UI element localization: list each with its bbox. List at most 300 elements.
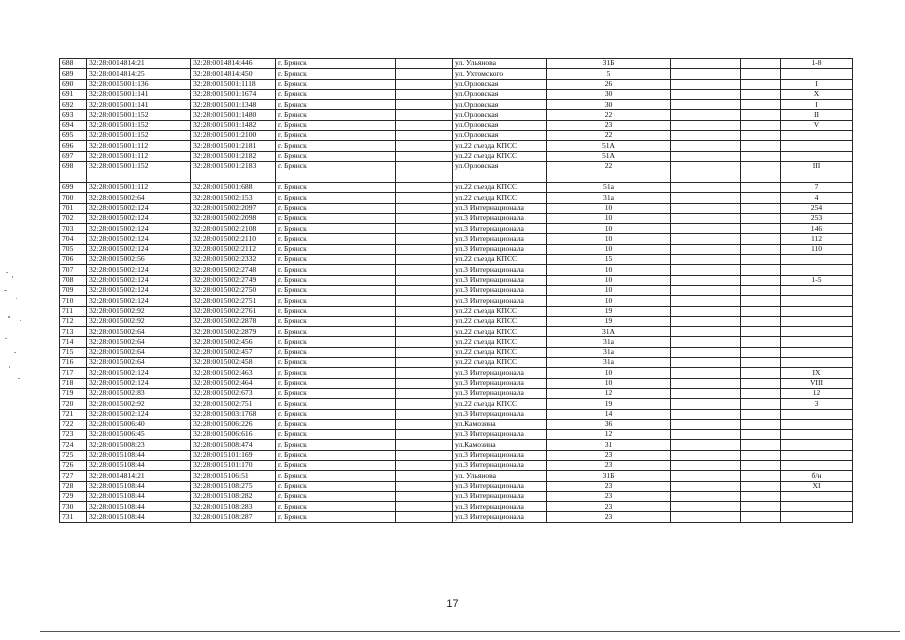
parcel-cadastral-number-cell: 32:28:0015002:124: [87, 265, 191, 275]
street-cell: ул.Орловская: [453, 110, 547, 120]
street-cell: ул.22 съезда КПСС: [453, 358, 547, 368]
city-cell: г. Брянск: [276, 388, 396, 398]
table-row: [60, 141, 853, 151]
city-cell: г. Брянск: [276, 368, 396, 378]
parcel-cadastral-number-cell: 32:28:0015001:112: [87, 151, 191, 161]
blank-b-cell: [671, 419, 741, 429]
blank-b-cell: [671, 450, 741, 460]
row-number-cell: 710: [60, 296, 87, 306]
blank-a-cell: [396, 79, 453, 89]
blank-c-cell: [741, 203, 781, 213]
blank-c-cell: [741, 491, 781, 501]
table-row: [60, 316, 853, 326]
premises-number-cell: VIII: [781, 378, 853, 388]
object-cadastral-number-cell: 32:28:0015002:153: [191, 193, 276, 203]
object-cadastral-number-cell: 32:28:0015002:2751: [191, 296, 276, 306]
object-cadastral-number-cell: 32:28:0015002:2108: [191, 224, 276, 234]
street-cell: ул.3 Интернационала: [453, 460, 547, 470]
street-cell: ул.3 Интернационала: [453, 512, 547, 522]
blank-b-cell: [671, 471, 741, 481]
blank-a-cell: [396, 244, 453, 254]
object-cadastral-number-cell: 32:28:0015002:2879: [191, 327, 276, 337]
street-cell: ул.22 съезда КПСС: [453, 193, 547, 203]
premises-number-cell: X: [781, 89, 853, 99]
blank-b-cell: [671, 151, 741, 161]
blank-a-cell: [396, 213, 453, 223]
blank-c-cell: [741, 89, 781, 99]
blank-c-cell: [741, 347, 781, 357]
blank-c-cell: [741, 182, 781, 192]
blank-a-cell: [396, 368, 453, 378]
parcel-cadastral-number-cell: 32:28:0015006:45: [87, 430, 191, 440]
house-number-cell: 22: [547, 161, 671, 182]
blank-a-cell: [396, 337, 453, 347]
row-number-cell: 701: [60, 203, 87, 213]
parcel-cadastral-number-cell: 32:28:0015108:44: [87, 512, 191, 522]
blank-c-cell: [741, 512, 781, 522]
street-cell: ул.3 Интернационала: [453, 450, 547, 460]
house-number-cell: 36: [547, 419, 671, 429]
table-row: [60, 368, 853, 378]
parcel-cadastral-number-cell: 32:28:0015002:124: [87, 244, 191, 254]
object-cadastral-number-cell: 32:28:0015002:463: [191, 368, 276, 378]
street-cell: ул.22 съезда КПСС: [453, 399, 547, 409]
blank-c-cell: [741, 59, 781, 69]
street-cell: ул.Орловская: [453, 161, 547, 182]
blank-a-cell: [396, 460, 453, 470]
blank-b-cell: [671, 306, 741, 316]
blank-b-cell: [671, 203, 741, 213]
blank-a-cell: [396, 306, 453, 316]
city-cell: г. Брянск: [276, 409, 396, 419]
table-row: [60, 430, 853, 440]
street-cell: ул.3 Интернационала: [453, 368, 547, 378]
blank-a-cell: [396, 502, 453, 512]
house-number-cell: 10: [547, 275, 671, 285]
parcel-cadastral-number-cell: 32:28:0015108:44: [87, 460, 191, 470]
blank-b-cell: [671, 337, 741, 347]
table-row: [60, 450, 853, 460]
house-number-cell: 31а: [547, 337, 671, 347]
blank-b-cell: [671, 110, 741, 120]
premises-number-cell: б/н: [781, 471, 853, 481]
object-cadastral-number-cell: 32:28:0015002:464: [191, 378, 276, 388]
street-cell: ул.Орловская: [453, 100, 547, 110]
object-cadastral-number-cell: 32:28:0015002:751: [191, 399, 276, 409]
blank-b-cell: [671, 347, 741, 357]
blank-b-cell: [671, 491, 741, 501]
blank-a-cell: [396, 512, 453, 522]
blank-c-cell: [741, 161, 781, 182]
blank-c-cell: [741, 100, 781, 110]
row-number-cell: 706: [60, 255, 87, 265]
premises-number-cell: [781, 440, 853, 450]
premises-number-cell: IX: [781, 368, 853, 378]
row-number-cell: 694: [60, 120, 87, 130]
row-number-cell: 699: [60, 182, 87, 192]
object-cadastral-number-cell: 32:28:0015108:275: [191, 481, 276, 491]
object-cadastral-number-cell: 32:28:0015002:2878: [191, 316, 276, 326]
table-row: [60, 89, 853, 99]
blank-a-cell: [396, 316, 453, 326]
object-cadastral-number-cell: 32:28:0015108:282: [191, 491, 276, 501]
blank-c-cell: [741, 193, 781, 203]
object-cadastral-number-cell: 32:28:0014814:450: [191, 69, 276, 79]
city-cell: г. Брянск: [276, 89, 396, 99]
blank-c-cell: [741, 378, 781, 388]
blank-b-cell: [671, 100, 741, 110]
premises-number-cell: [781, 327, 853, 337]
table-row: [60, 213, 853, 223]
parcel-cadastral-number-cell: 32:28:0015002:56: [87, 255, 191, 265]
city-cell: г. Брянск: [276, 59, 396, 69]
row-number-cell: 693: [60, 110, 87, 120]
street-cell: ул. Ульянова: [453, 471, 547, 481]
row-number-cell: 722: [60, 419, 87, 429]
premises-number-cell: [781, 450, 853, 460]
blank-c-cell: [741, 358, 781, 368]
row-number-cell: 702: [60, 213, 87, 223]
blank-b-cell: [671, 512, 741, 522]
city-cell: г. Брянск: [276, 316, 396, 326]
house-number-cell: 31а: [547, 193, 671, 203]
blank-b-cell: [671, 368, 741, 378]
city-cell: г. Брянск: [276, 337, 396, 347]
premises-number-cell: [781, 151, 853, 161]
city-cell: г. Брянск: [276, 141, 396, 151]
table-row: [60, 378, 853, 388]
row-number-cell: 726: [60, 460, 87, 470]
object-cadastral-number-cell: 32:28:0015108:283: [191, 502, 276, 512]
table-row: [60, 296, 853, 306]
street-cell: ул.3 Интернационала: [453, 378, 547, 388]
table-row: [60, 110, 853, 120]
row-number-cell: 688: [60, 59, 87, 69]
blank-b-cell: [671, 358, 741, 368]
house-number-cell: 30: [547, 100, 671, 110]
blank-a-cell: [396, 161, 453, 182]
blank-b-cell: [671, 182, 741, 192]
blank-a-cell: [396, 182, 453, 192]
table-row: [60, 512, 853, 522]
blank-b-cell: [671, 316, 741, 326]
blank-c-cell: [741, 244, 781, 254]
blank-c-cell: [741, 327, 781, 337]
blank-a-cell: [396, 440, 453, 450]
premises-number-cell: [781, 430, 853, 440]
blank-b-cell: [671, 296, 741, 306]
parcel-cadastral-number-cell: 32:28:0015002:124: [87, 409, 191, 419]
object-cadastral-number-cell: 32:28:0015106:51: [191, 471, 276, 481]
object-cadastral-number-cell: 32:28:0014814:446: [191, 59, 276, 69]
premises-number-cell: 3: [781, 399, 853, 409]
city-cell: г. Брянск: [276, 285, 396, 295]
table-row: [60, 275, 853, 285]
blank-a-cell: [396, 193, 453, 203]
row-number-cell: 696: [60, 141, 87, 151]
premises-number-cell: [781, 69, 853, 79]
object-cadastral-number-cell: 32:28:0015002:673: [191, 388, 276, 398]
street-cell: ул.22 съезда КПСС: [453, 316, 547, 326]
blank-a-cell: [396, 296, 453, 306]
object-cadastral-number-cell: 32:28:0015006:226: [191, 419, 276, 429]
blank-a-cell: [396, 141, 453, 151]
city-cell: г. Брянск: [276, 512, 396, 522]
blank-a-cell: [396, 327, 453, 337]
street-cell: ул.3 Интернационала: [453, 409, 547, 419]
blank-b-cell: [671, 399, 741, 409]
premises-number-cell: 1-5: [781, 275, 853, 285]
row-number-cell: 721: [60, 409, 87, 419]
blank-a-cell: [396, 491, 453, 501]
blank-c-cell: [741, 275, 781, 285]
blank-a-cell: [396, 69, 453, 79]
city-cell: г. Брянск: [276, 110, 396, 120]
parcel-cadastral-number-cell: 32:28:0015001:112: [87, 141, 191, 151]
house-number-cell: 19: [547, 316, 671, 326]
blank-c-cell: [741, 234, 781, 244]
row-number-cell: 715: [60, 347, 87, 357]
row-number-cell: 725: [60, 450, 87, 460]
object-cadastral-number-cell: 32:28:0015002:2761: [191, 306, 276, 316]
premises-number-cell: 1-8: [781, 59, 853, 69]
table-row: [60, 481, 853, 491]
city-cell: г. Брянск: [276, 399, 396, 409]
object-cadastral-number-cell: 32:28:0015002:2332: [191, 255, 276, 265]
blank-a-cell: [396, 388, 453, 398]
parcel-cadastral-number-cell: 32:28:0015002:124: [87, 203, 191, 213]
house-number-cell: 10: [547, 244, 671, 254]
table-row: [60, 193, 853, 203]
blank-a-cell: [396, 399, 453, 409]
house-number-cell: 10: [547, 296, 671, 306]
parcel-cadastral-number-cell: 32:28:0015002:124: [87, 296, 191, 306]
premises-number-cell: 254: [781, 203, 853, 213]
row-number-cell: 692: [60, 100, 87, 110]
city-cell: г. Брянск: [276, 502, 396, 512]
city-cell: г. Брянск: [276, 296, 396, 306]
scan-noise-marks: [2, 268, 32, 388]
city-cell: г. Брянск: [276, 275, 396, 285]
city-cell: г. Брянск: [276, 161, 396, 182]
row-number-cell: 728: [60, 481, 87, 491]
table-row: [60, 79, 853, 89]
registry-rows: [60, 59, 853, 523]
blank-c-cell: [741, 337, 781, 347]
blank-c-cell: [741, 110, 781, 120]
premises-number-cell: [781, 512, 853, 522]
city-cell: г. Брянск: [276, 244, 396, 254]
street-cell: ул.3 Интернационала: [453, 430, 547, 440]
object-cadastral-number-cell: 32:28:0015002:2097: [191, 203, 276, 213]
city-cell: г. Брянск: [276, 460, 396, 470]
table-row: [60, 265, 853, 275]
blank-c-cell: [741, 481, 781, 491]
blank-c-cell: [741, 255, 781, 265]
house-number-cell: 23: [547, 502, 671, 512]
city-cell: г. Брянск: [276, 224, 396, 234]
row-number-cell: 729: [60, 491, 87, 501]
street-cell: ул.3 Интернационала: [453, 234, 547, 244]
parcel-cadastral-number-cell: 32:28:0015002:124: [87, 285, 191, 295]
blank-b-cell: [671, 224, 741, 234]
row-number-cell: 720: [60, 399, 87, 409]
street-cell: ул.3 Интернационала: [453, 224, 547, 234]
street-cell: ул.22 съезда КПСС: [453, 151, 547, 161]
blank-a-cell: [396, 275, 453, 285]
row-number-cell: 698: [60, 161, 87, 182]
house-number-cell: 31Б: [547, 471, 671, 481]
blank-c-cell: [741, 316, 781, 326]
object-cadastral-number-cell: 32:28:0015108:287: [191, 512, 276, 522]
blank-b-cell: [671, 193, 741, 203]
blank-b-cell: [671, 327, 741, 337]
premises-number-cell: [781, 131, 853, 141]
blank-c-cell: [741, 285, 781, 295]
premises-number-cell: 112: [781, 234, 853, 244]
parcel-cadastral-number-cell: 32:28:0015002:124: [87, 368, 191, 378]
house-number-cell: 22: [547, 131, 671, 141]
object-cadastral-number-cell: 32:28:0015002:457: [191, 347, 276, 357]
house-number-cell: 51А: [547, 141, 671, 151]
parcel-cadastral-number-cell: 32:28:0015002:64: [87, 358, 191, 368]
premises-number-cell: III: [781, 161, 853, 182]
premises-number-cell: 253: [781, 213, 853, 223]
parcel-cadastral-number-cell: 32:28:0015001:152: [87, 131, 191, 141]
street-cell: ул. Ухтомского: [453, 69, 547, 79]
parcel-cadastral-number-cell: 32:28:0015006:40: [87, 419, 191, 429]
house-number-cell: 10: [547, 265, 671, 275]
blank-b-cell: [671, 131, 741, 141]
blank-a-cell: [396, 471, 453, 481]
row-number-cell: 718: [60, 378, 87, 388]
table-row: [60, 203, 853, 213]
street-cell: ул.3 Интернационала: [453, 502, 547, 512]
blank-a-cell: [396, 285, 453, 295]
city-cell: г. Брянск: [276, 203, 396, 213]
table-row: [60, 358, 853, 368]
row-number-cell: 709: [60, 285, 87, 295]
row-number-cell: 708: [60, 275, 87, 285]
parcel-cadastral-number-cell: 32:28:0015108:44: [87, 502, 191, 512]
blank-b-cell: [671, 79, 741, 89]
street-cell: ул.22 съезда КПСС: [453, 337, 547, 347]
premises-number-cell: [781, 409, 853, 419]
blank-b-cell: [671, 141, 741, 151]
parcel-cadastral-number-cell: 32:28:0014814:25: [87, 69, 191, 79]
premises-number-cell: [781, 358, 853, 368]
table-row: [60, 409, 853, 419]
blank-b-cell: [671, 234, 741, 244]
object-cadastral-number-cell: 32:28:0015002:2110: [191, 234, 276, 244]
premises-number-cell: [781, 255, 853, 265]
page-number: 17: [446, 598, 459, 610]
premises-number-cell: 4: [781, 193, 853, 203]
house-number-cell: 10: [547, 285, 671, 295]
object-cadastral-number-cell: 32:28:0015001:688: [191, 182, 276, 192]
table-row: [60, 460, 853, 470]
parcel-cadastral-number-cell: 32:28:0014814:21: [87, 471, 191, 481]
parcel-cadastral-number-cell: 32:28:0015108:44: [87, 450, 191, 460]
house-number-cell: 26: [547, 79, 671, 89]
street-cell: ул.22 съезда КПСС: [453, 141, 547, 151]
street-cell: ул.3 Интернационала: [453, 213, 547, 223]
blank-c-cell: [741, 151, 781, 161]
row-number-cell: 724: [60, 440, 87, 450]
blank-c-cell: [741, 502, 781, 512]
blank-a-cell: [396, 110, 453, 120]
house-number-cell: 10: [547, 224, 671, 234]
blank-b-cell: [671, 502, 741, 512]
blank-c-cell: [741, 224, 781, 234]
premises-number-cell: [781, 316, 853, 326]
house-number-cell: 12: [547, 430, 671, 440]
table-row: [60, 419, 853, 429]
blank-c-cell: [741, 131, 781, 141]
street-cell: ул.Орловская: [453, 89, 547, 99]
parcel-cadastral-number-cell: 32:28:0015001:152: [87, 161, 191, 182]
premises-number-cell: [781, 265, 853, 275]
blank-b-cell: [671, 388, 741, 398]
parcel-cadastral-number-cell: 32:28:0015001:152: [87, 110, 191, 120]
city-cell: г. Брянск: [276, 151, 396, 161]
blank-a-cell: [396, 378, 453, 388]
object-cadastral-number-cell: 32:28:0015002:2112: [191, 244, 276, 254]
premises-number-cell: [781, 491, 853, 501]
table-row: [60, 244, 853, 254]
blank-b-cell: [671, 440, 741, 450]
city-cell: г. Брянск: [276, 213, 396, 223]
row-number-cell: 707: [60, 265, 87, 275]
row-number-cell: 717: [60, 368, 87, 378]
blank-c-cell: [741, 265, 781, 275]
house-number-cell: 19: [547, 306, 671, 316]
parcel-cadastral-number-cell: 32:28:0015001:141: [87, 89, 191, 99]
blank-c-cell: [741, 409, 781, 419]
parcel-cadastral-number-cell: 32:28:0014814:21: [87, 59, 191, 69]
row-number-cell: 713: [60, 327, 87, 337]
object-cadastral-number-cell: 32:28:0015001:1118: [191, 79, 276, 89]
premises-number-cell: [781, 296, 853, 306]
street-cell: ул.3 Интернационала: [453, 481, 547, 491]
blank-b-cell: [671, 255, 741, 265]
object-cadastral-number-cell: 32:28:0015001:2181: [191, 141, 276, 151]
object-cadastral-number-cell: 32:28:0015002:2749: [191, 275, 276, 285]
house-number-cell: 31А: [547, 327, 671, 337]
premises-number-cell: [781, 502, 853, 512]
object-cadastral-number-cell: 32:28:0015001:2100: [191, 131, 276, 141]
parcel-cadastral-number-cell: 32:28:0015002:124: [87, 213, 191, 223]
premises-number-cell: [781, 306, 853, 316]
row-number-cell: 691: [60, 89, 87, 99]
blank-a-cell: [396, 224, 453, 234]
premises-number-cell: [781, 337, 853, 347]
blank-b-cell: [671, 213, 741, 223]
house-number-cell: 31Б: [547, 59, 671, 69]
premises-number-cell: [781, 419, 853, 429]
row-number-cell: 714: [60, 337, 87, 347]
blank-b-cell: [671, 275, 741, 285]
blank-c-cell: [741, 399, 781, 409]
object-cadastral-number-cell: 32:28:0015002:2750: [191, 285, 276, 295]
street-cell: ул.3 Интернационала: [453, 296, 547, 306]
table-row: [60, 347, 853, 357]
premises-number-cell: [781, 347, 853, 357]
row-number-cell: 731: [60, 512, 87, 522]
row-number-cell: 697: [60, 151, 87, 161]
city-cell: г. Брянск: [276, 100, 396, 110]
object-cadastral-number-cell: 32:28:0015001:1674: [191, 89, 276, 99]
